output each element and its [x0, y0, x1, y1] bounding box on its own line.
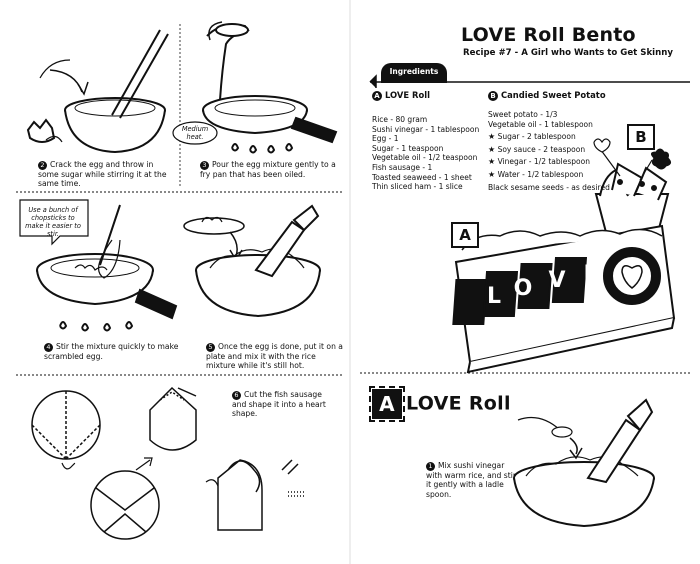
step-number: 2 [38, 161, 47, 170]
step-text: Once the egg is done, put it on a plate and mix it with the rice mixture while it's still hot. [206, 342, 343, 370]
step-text: Pour the egg mixture gently to a fry pan that has been oiled. [200, 160, 336, 179]
step-5 [206, 342, 346, 371]
step-number: 5 [206, 343, 215, 352]
bento-letter-v: V [548, 268, 566, 293]
step-text: Stir the mixture quickly to make scrambled egg. [44, 342, 179, 361]
step5-illustration [184, 206, 320, 316]
list-item: Toasted seaweed - 1 sheet [372, 172, 472, 182]
step-text: Mix sushi vinegar with warm rice, and stir it gently with a ladle spoon. [426, 461, 516, 499]
section-a-heading [372, 90, 430, 101]
section-a-badge: A [372, 91, 382, 101]
label-b: B [627, 124, 655, 150]
section-stamp: A [372, 389, 402, 419]
list-item: Egg - 1 [372, 134, 399, 144]
love-roll-title: LOVE Roll [406, 392, 511, 415]
step-number: 4 [44, 343, 53, 352]
section-b-name: Candied Sweet Potato [501, 90, 606, 100]
step-3 [200, 160, 340, 179]
love-roll-step1-illustration [514, 400, 654, 526]
bento-letter-e: E [583, 262, 599, 287]
section-b-list [488, 110, 610, 192]
section-b-heading [488, 90, 606, 101]
step-number: 3 [200, 161, 209, 170]
step-2 [38, 160, 168, 189]
bento-letter-l: L [486, 284, 502, 309]
bubble-medium-heat: Medium heat. [181, 125, 209, 141]
star-icon: ★ [488, 169, 496, 179]
bento-letter-o: O [513, 276, 533, 301]
star-icon: ★ [488, 157, 496, 167]
star-icon: ★ [488, 132, 496, 142]
list-item: Sushi vinegar - 1 tablespoon [372, 124, 480, 134]
step2-illustration [28, 30, 168, 152]
step-text: Crack the egg and throw in some sugar while stirring it at the same time. [38, 160, 167, 188]
page-subtitle: Recipe #7 - A Girl who Wants to Get Skinny [463, 48, 673, 58]
step-text: Cut the fish sausage and shape it into a heart shape. [232, 390, 326, 418]
list-item: Fish sausage - 1 [372, 162, 433, 172]
list-item-starred: ★ Vinegar - 1/2 tablespoon [488, 157, 590, 167]
label-a: A [451, 222, 479, 248]
list-item: Vegetable oil - 1/2 teaspoon [372, 153, 478, 163]
list-item-starred: ★ Water - 1/2 tablespoon [488, 169, 584, 179]
step-number: 1 [426, 462, 435, 471]
love-roll-heading [372, 389, 511, 419]
star-icon: ★ [488, 144, 496, 154]
love-roll-step-1 [426, 461, 518, 499]
step-6 [232, 390, 332, 419]
list-item: Sugar - 1 teaspoon [372, 143, 444, 153]
list-item: Rice - 80 gram [372, 115, 428, 124]
step-number: 6 [232, 391, 241, 400]
section-a-list [372, 115, 479, 192]
list-item: Vegetable oil - 1 tablespoon [488, 119, 593, 129]
step-4 [44, 342, 184, 361]
ingredients-tab: Ingredients [381, 63, 447, 83]
list-item: Thin sliced ham - 1 slice [372, 182, 463, 192]
bubble-chopsticks: Use a bunch of chopsticks to make it easier to stir. [25, 206, 81, 238]
list-item-starred: ★ Soy sauce - 2 teaspoon [488, 144, 586, 154]
section-b-badge: B [488, 91, 498, 101]
page-title: LOVE Roll Bento [461, 24, 636, 46]
section-a-name: LOVE Roll [385, 90, 430, 100]
list-item: Sweet potato - 1/3 [488, 110, 558, 119]
list-item: Black sesame seeds - as desired [488, 182, 610, 192]
list-item-starred: ★ Sugar - 2 tablespoon [488, 132, 576, 142]
